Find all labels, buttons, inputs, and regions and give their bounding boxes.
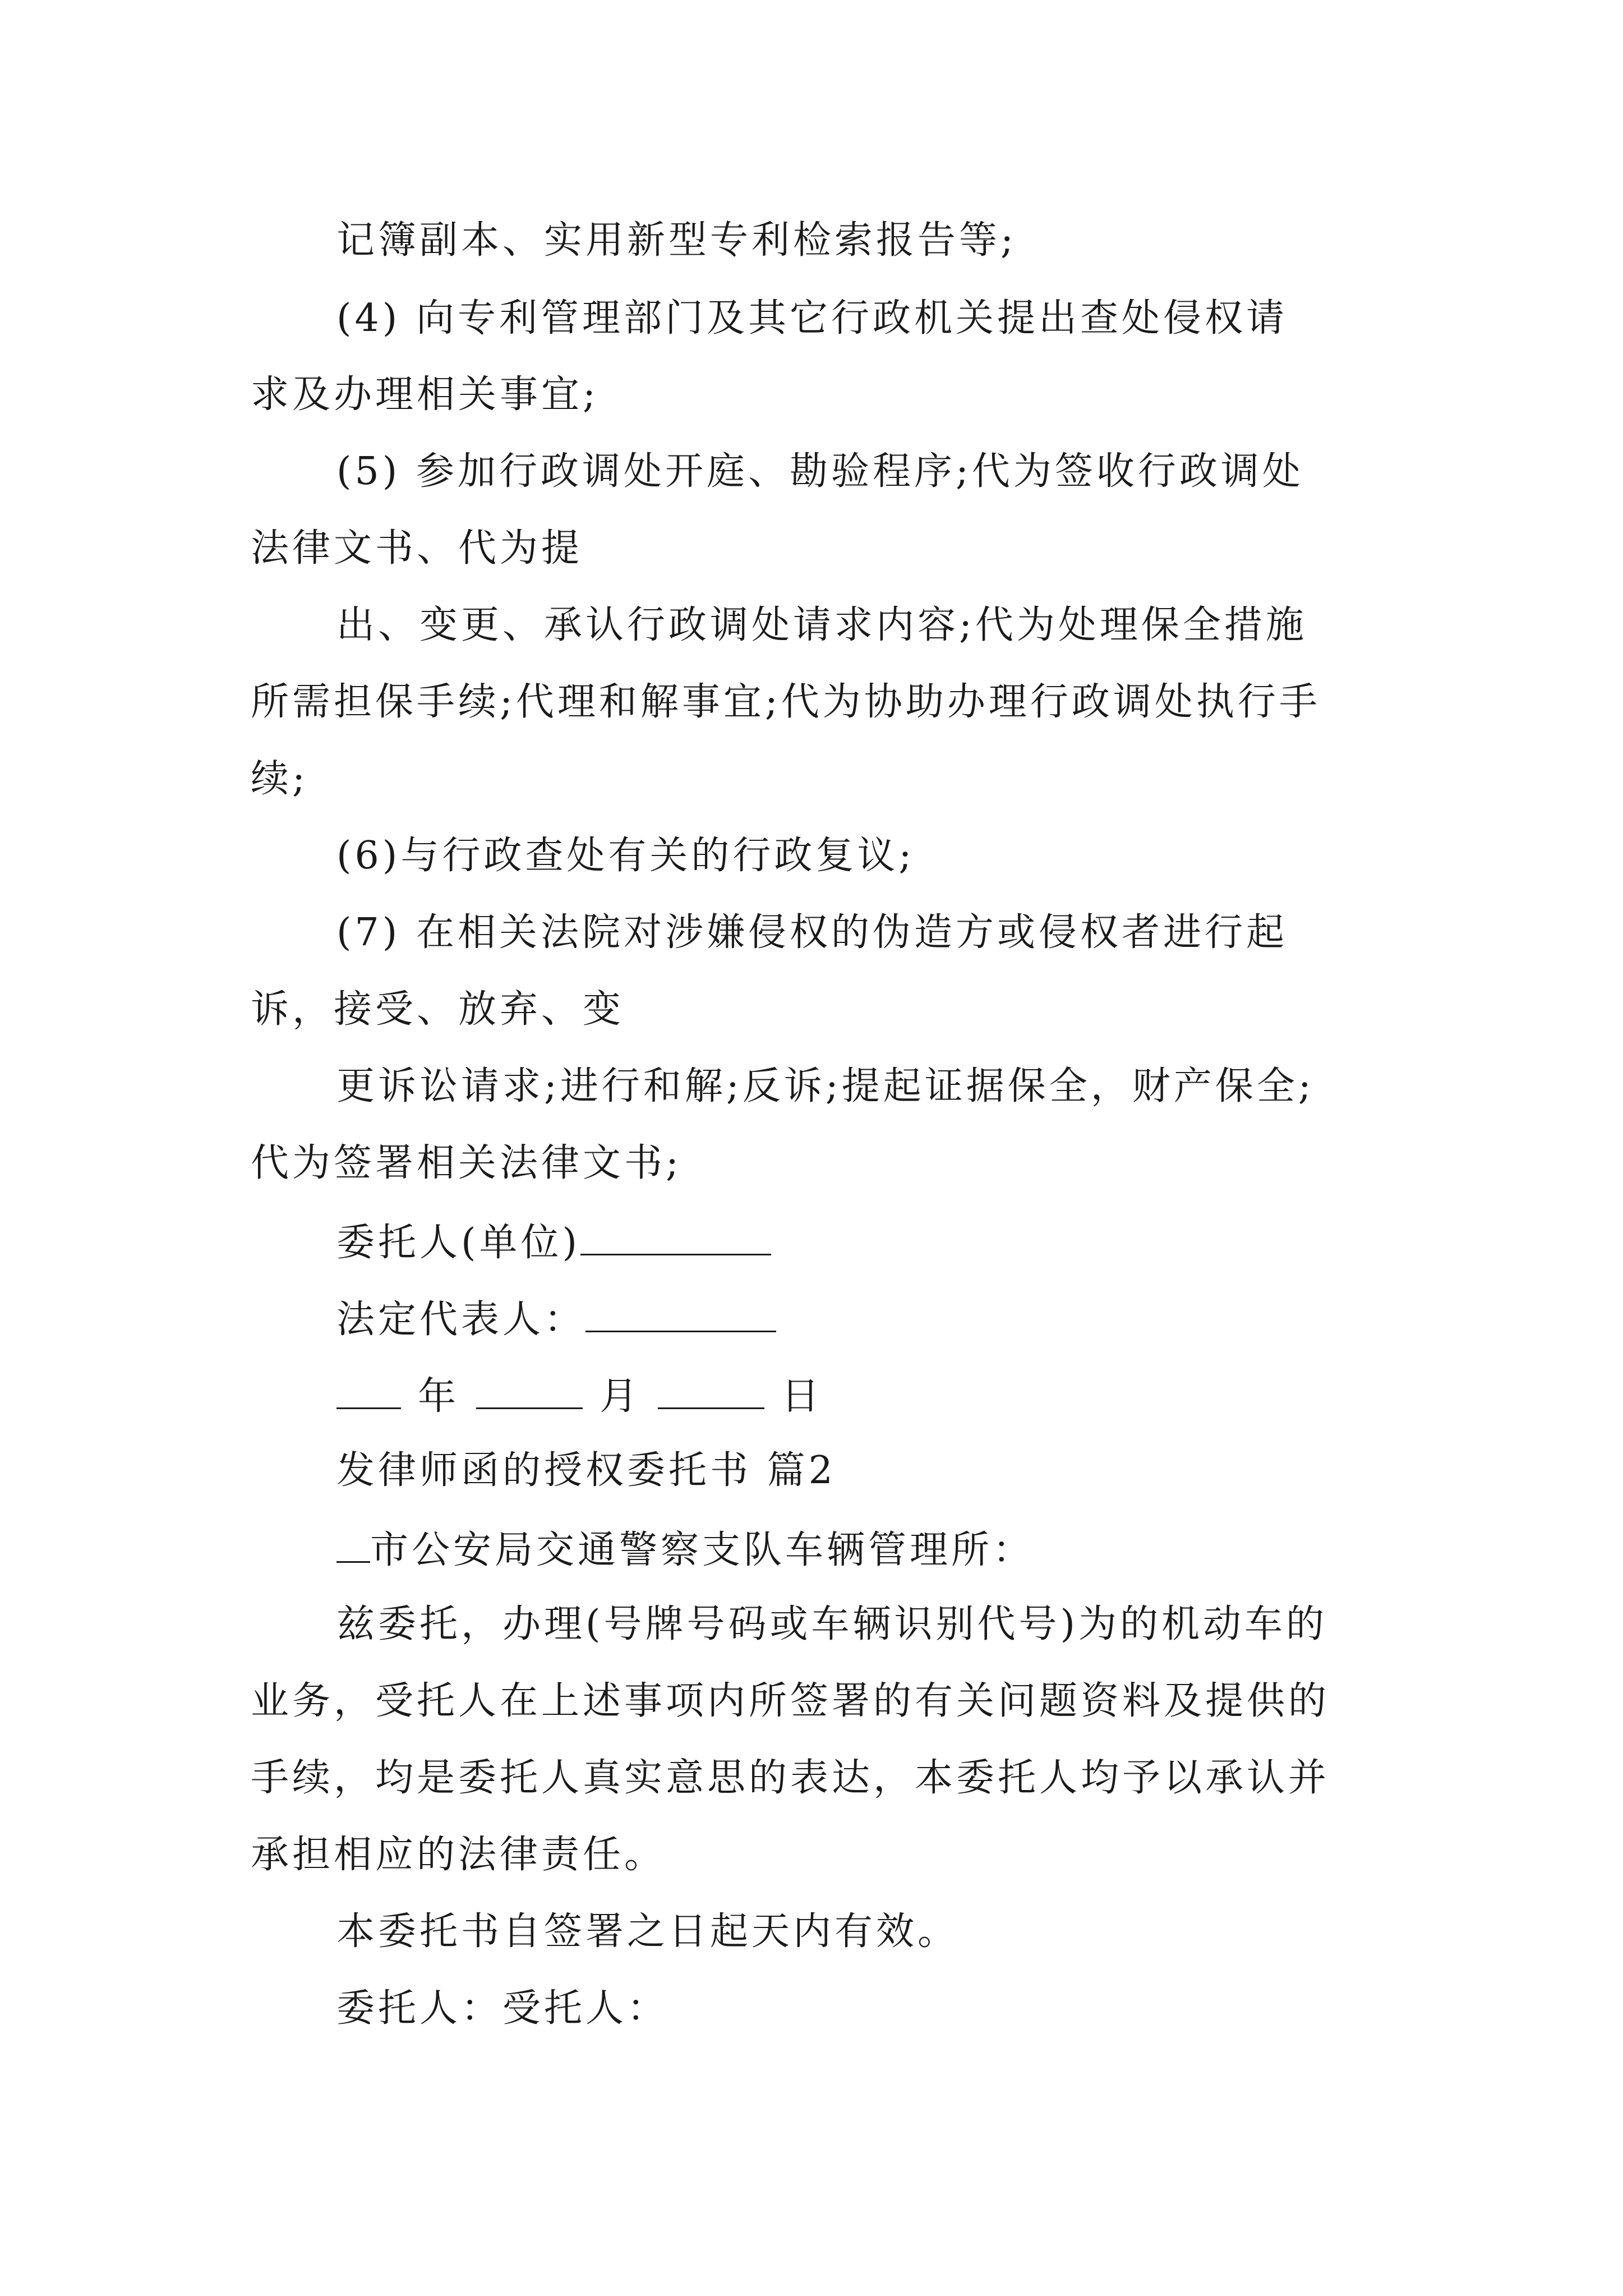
text-line-7: 所需担保手续;代理和解事宜;代为协助办理行政调处执行手	[251, 680, 1321, 724]
text-line-21: 手续，均是委托人真实意思的表达，本委托人均予以承认并	[251, 1756, 1330, 1800]
text-line-9: (6)与行政查处有关的行政复议;	[336, 834, 915, 878]
month-blank	[476, 1375, 583, 1409]
addressee-line	[336, 1529, 1034, 1570]
legal-representative-blank	[585, 1298, 776, 1332]
legal-representative-label: 法定代表人：	[336, 1297, 586, 1342]
text-line-13: 代为签署相关法律文书;	[251, 1141, 682, 1185]
text-line-10: (7) 在相关法院对涉嫌侵权的伪造方或侵权者进行起	[336, 910, 1288, 955]
text-line-4: (5) 参加行政调处开庭、勘验程序;代为签收行政调处	[336, 449, 1304, 494]
text-line-20: 业务，受托人在上述事项内所签署的有关问题资料及提供的	[251, 1679, 1330, 1723]
text-line-11: 诉，接受、放弃、变	[251, 987, 625, 1032]
text-line-5: 法律文书、代为提	[251, 526, 583, 570]
legal-representative-line	[336, 1297, 776, 1342]
text-line-19: 兹委托，办理(号牌号码或车辆识别代号)为的机动车的	[336, 1602, 1328, 1646]
text-line-8: 续;	[251, 757, 308, 801]
principal-unit-label: 委托人(单位)	[336, 1221, 581, 1265]
text-line-3: 求及办理相关事宜;	[251, 372, 599, 417]
text-line-22: 承担相应的法律责任。	[251, 1833, 666, 1877]
text-line-6: 出、变更、承认行政调处请求内容;代为处理保全措施	[336, 603, 1307, 647]
day-label: 日	[781, 1374, 823, 1419]
text-line-2: (4) 向专利管理部门及其它行政机关提出查处侵权请	[336, 296, 1288, 341]
signature-line: 委托人：受托人：	[336, 1986, 669, 2031]
addressee-label: 市公安局交通警察支队车辆管理所：	[370, 1528, 1035, 1572]
principal-unit-line	[336, 1221, 771, 1265]
text-line-1: 记簿副本、实用新型专利检索报告等;	[336, 218, 1017, 263]
section-heading: 发律师函的授权委托书 篇2	[336, 1448, 836, 1493]
principal-unit-blank	[580, 1221, 771, 1255]
text-line-23: 本委托书自签署之日起天内有效。	[336, 1910, 960, 1954]
month-label: 月	[600, 1374, 642, 1419]
year-label: 年	[418, 1374, 460, 1419]
date-line	[336, 1374, 823, 1419]
addressee-blank	[336, 1529, 370, 1563]
year-blank	[336, 1375, 401, 1409]
day-blank	[658, 1375, 764, 1409]
text-line-12: 更诉讼请求;进行和解;反诉;提起证据保全，财产保全;	[336, 1064, 1315, 1108]
